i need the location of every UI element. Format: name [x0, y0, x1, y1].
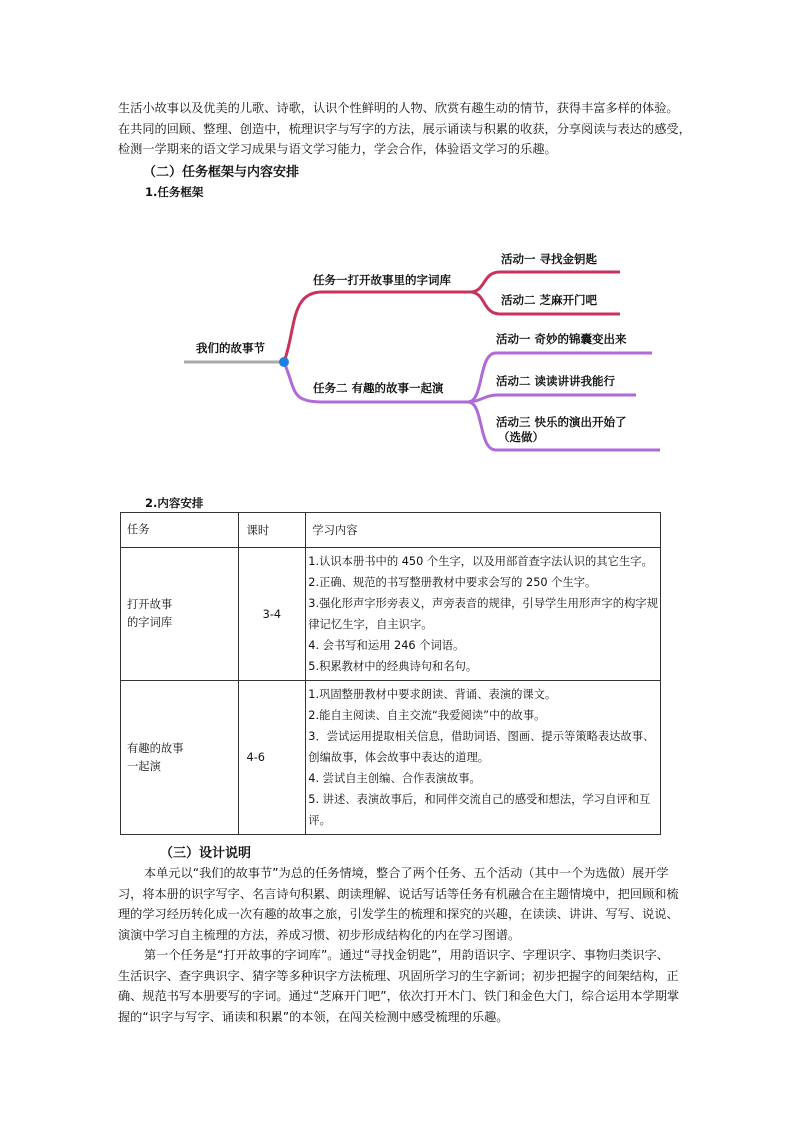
root-node-dot — [279, 357, 289, 367]
task1-activity1-label: 活动一 寻找金钥匙 — [501, 252, 598, 266]
list-item: 3．尝试运用提取相关信息，借助词语、图画、提示等策略表达故事、 — [308, 730, 655, 743]
intro-line: 生活小故事以及优美的儿歌、诗歌，认识个性鲜明的人物、欣赏有趣生动的情节，获得丰富多样的体验。 — [118, 101, 679, 115]
paragraph-line: 确、规范书写本册要写的字词。通过“芝麻开门吧”，依次打开木门、铁门和金色大门，综合运用本学期掌 — [118, 989, 680, 1003]
task1-branch — [284, 292, 470, 362]
row1-hours: 3-4 — [238, 548, 306, 681]
table-row — [121, 548, 661, 681]
task1-label: 任务一打开故事里的字词库 — [313, 273, 451, 287]
header-content: 学习内容 — [306, 513, 661, 548]
row2-task — [121, 681, 239, 835]
list-item: 2.正确、规范的书写整册教材中要求会写的 250 个生字。 — [308, 576, 597, 589]
paragraph-line: 生活识字、查字典识字、猜字等多种识字方法梳理、巩固所学习的生字新词；初步把握字的间架结构，正 — [118, 968, 679, 983]
row2-task-line: 有趣的故事 — [127, 741, 184, 755]
section-heading-framework: （二）任务框架与内容安排 — [143, 165, 300, 180]
mindmap-root-label: 我们的故事节 — [196, 341, 265, 355]
paragraph-line: 本单元以“我们的故事节”为总的任务情境，整合了两个任务、五个活动（其中一个为选做）展开学 — [144, 866, 669, 880]
list-item: 4. 会书写和运用 246 个词语。 — [308, 639, 465, 652]
task1-activity1-branch — [470, 272, 620, 292]
row1-task — [121, 548, 239, 681]
row1-task-line: 的字词库 — [127, 616, 173, 629]
list-item: 2.能自主阅读、自主交流“我爱阅读”中的故事。 — [308, 709, 546, 722]
paragraph-line: 第一个任务是“打开故事的字词库”。通过“寻找金钥匙”，用韵语识字、字理识字、事物归类识字、 — [144, 948, 669, 962]
table-header-row — [121, 513, 661, 548]
list-item: 3.强化形声字形旁表义，声旁表音的规律，引导学生用形声字的构字规 — [308, 597, 658, 610]
list-item: 1.巩固整册教材中要求朗读、背诵、表演的课文。 — [308, 688, 557, 701]
design-paragraph-1 — [118, 863, 678, 945]
header-hours: 课时 — [238, 513, 306, 548]
task2-activity1-label: 活动一 奇妙的锦囊变出来 — [496, 332, 627, 346]
intro-line: 检测一学期来的语文学习成果与语文学习能力，学会合作，体验语文学习的乐趣。 — [118, 142, 557, 156]
content-table — [120, 512, 661, 835]
row2-hours: 4-6 — [238, 681, 306, 835]
task2-label: 任务二 有趣的故事一起演 — [313, 381, 444, 395]
row1-task-line: 打开故事 — [127, 598, 173, 611]
list-item: 4. 尝试自主创编、合作表演故事。 — [308, 772, 481, 785]
row2-task-line: 一起演 — [127, 759, 161, 773]
list-item: 1.认识本册书中的 450 个生字，以及用部首查字法认识的其它生字。 — [308, 555, 653, 568]
list-item: 5.积累教材中的经典诗句和名句。 — [308, 660, 478, 673]
paragraph-line: 演演中学习自主梳理的方法，养成习惯、初步形成结构化的内在学习图谱。 — [118, 927, 521, 942]
design-paragraph-2 — [118, 945, 678, 1027]
task2-activity3-optional: （选做） — [498, 430, 544, 444]
list-item: 5. 讲述、表演故事后，和同伴交流自己的感受和想法，学习自评和互 — [308, 793, 651, 806]
task2-activity3-label: 活动三 快乐的演出开始了 — [496, 415, 627, 429]
subheading-content-arrangement: 2.内容安排 — [145, 496, 204, 510]
section-heading-design-notes: （三）设计说明 — [160, 846, 252, 861]
task1-activity2-label: 活动二 芝麻开门吧 — [501, 293, 598, 307]
list-item: 创编故事，体会故事中表达的道理。 — [308, 751, 490, 764]
paragraph-line: 习，将本册的识字写字、名言诗句积累、朗读理解、说话写话等任务有机融合在主题情境中，把回顾和梳 — [118, 886, 679, 901]
task2-activity2-label: 活动二 读读讲讲我能行 — [496, 374, 616, 388]
paragraph-line: 理的学习经历转化成一次有趣的故事之旅，引发学生的梳理和探究的兴趣，在读读、讲讲、写写、说说、 — [118, 907, 679, 921]
row2-content — [306, 681, 661, 835]
subheading-task-framework: 1.任务框架 — [145, 185, 204, 199]
paragraph-line: 握的“识字与写字、诵读和积累”的本领，在闯关检测中感受梳理的乐趣。 — [118, 1009, 509, 1024]
list-item: 评。 — [308, 814, 331, 827]
row1-content — [306, 548, 661, 681]
task-mindmap — [0, 0, 794, 500]
task2-activity2-branch — [468, 395, 636, 402]
header-task: 任务 — [121, 513, 239, 548]
list-item: 律记忆生字，自主识字。 — [308, 618, 433, 631]
table-row — [121, 681, 661, 835]
intro-line: 在共同的回顾、整理、创造中，梳理识字与写字的方法，展示诵读与积累的收获，分享阅读与表达的感受， — [118, 121, 691, 136]
